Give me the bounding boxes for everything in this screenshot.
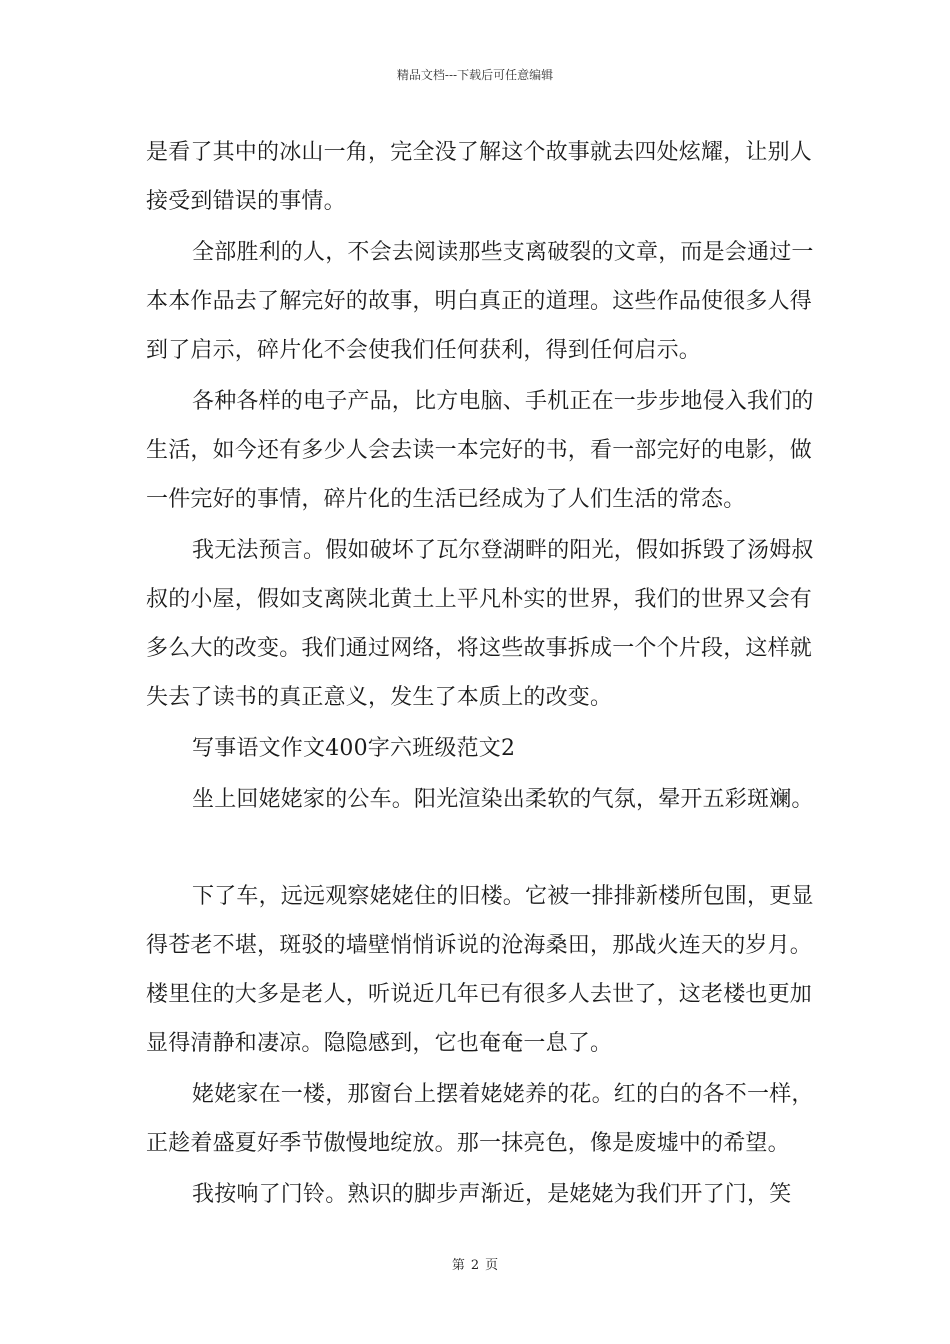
paragraph-4: 我无法预言。假如破坏了瓦尔登湖畔的阳光，假如拆毁了汤姆叔叔的小屋，假如支离陕北黄土上平凡朴实的世界，我们的世界又会有多么大的改变。我们通过网络，将这些故事拆成一个个片段，这样就失去了读书的真正意义，发生了本质上的改变。 [146,538,814,710]
paragraph-6: 下了车，远远观察姥姥住的旧楼。它被一排排新楼所包围，更显得苍老不堪，斑驳的墙壁悄悄诉说的沧海桑田，那战火连天的岁月。楼里住的大多是老人，听说近几年已有很多人去世了，这老楼也更加显得清静和凄凉。隐隐感到，它也奄奄一息了。 [146,884,814,1056]
paragraph-3: 各种各样的电子产品，比方电脑、手机正在一步步地侵入我们的生活，如今还有多少人会去读一本完好的书，看一部完好的电影，做一件完好的事情，碎片化的生活已经成为了人们生活的常态。 [146,389,814,512]
paragraph-1: 是看了其中的冰山一角，完全没了解这个故事就去四处炫耀，让别人接受到错误的事情。 [146,140,813,214]
page-number: 2 [470,1258,480,1273]
page-header: 精品文档---下载后可任意编辑 [396,68,554,82]
paragraph-7: 姥姥家在一楼，那窗台上摆着姥姥养的花。红的白的各不一样，正趁着盛夏好季节傲慢地绽放。那一抹亮色，像是废墟中的希望。 [146,1082,814,1156]
blank-gap [146,826,826,872]
paragraph-2: 全部胜利的人，不会去阅读那些支离破裂的文章，而是会通过一本本作品去了解完好的故事，明白真正的道理。这些作品使很多人得到了启示，碎片化不会使我们任何获利，得到任何启示。 [146,240,814,363]
section-title: 写事语文作文400字六班级范文2 [192,736,516,761]
page-footer [0,1254,950,1273]
footer-suffix: 页 [485,1258,499,1273]
document-body [146,128,826,1221]
paragraph-5: 坐上回姥姥家的公车。阳光渲染出柔软的气氛，晕开五彩斑斓。 [192,787,814,812]
footer-prefix: 第 [451,1258,465,1273]
paragraph-8: 我按响了门铃。熟识的脚步声渐近，是姥姥为我们开了门，笑 [192,1182,792,1207]
